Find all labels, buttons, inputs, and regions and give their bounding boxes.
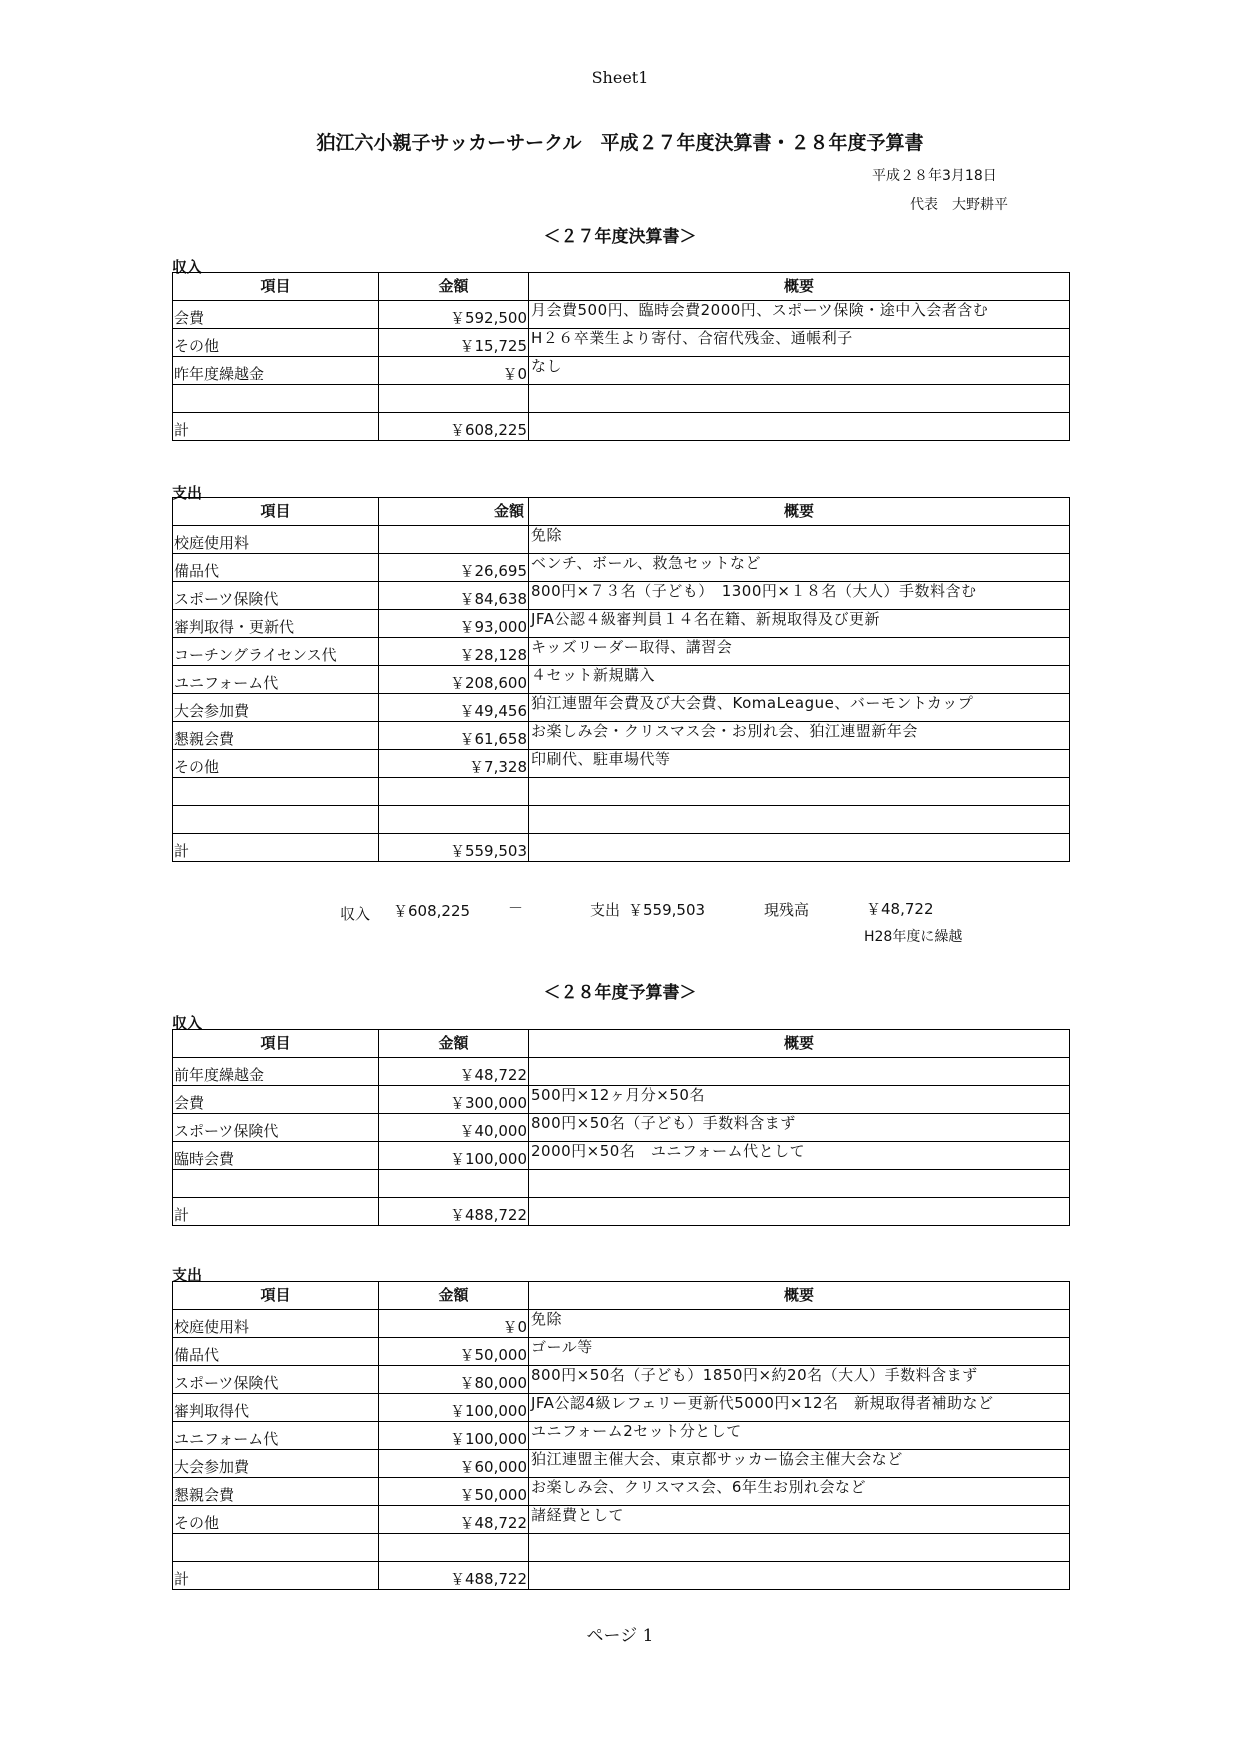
table-row bbox=[173, 1058, 1070, 1086]
cell-item: 懇親会費 bbox=[173, 1478, 379, 1506]
cell-item: 大会参加費 bbox=[173, 1450, 379, 1478]
cell-amount: ￥608,225 bbox=[379, 413, 529, 441]
cell-desc: ４セット新規購入 bbox=[529, 666, 1070, 694]
cell-amount: ￥488,722 bbox=[379, 1198, 529, 1226]
table-row bbox=[173, 357, 1070, 385]
table-row bbox=[173, 694, 1070, 722]
budget-expense-table bbox=[172, 1281, 1070, 1590]
table-header-row bbox=[173, 273, 1070, 301]
settlement-income-caption: 収入 bbox=[172, 258, 203, 276]
cell-item: 計 bbox=[173, 1562, 379, 1590]
cell-item: 校庭使用料 bbox=[173, 1310, 379, 1338]
cell-desc bbox=[529, 1534, 1070, 1562]
table-header-row bbox=[173, 498, 1070, 526]
cell-amount: ￥15,725 bbox=[379, 329, 529, 357]
cell-amount: ￥28,128 bbox=[379, 638, 529, 666]
cell-item: スポーツ保険代 bbox=[173, 1114, 379, 1142]
summary-expense-label: 支出 bbox=[590, 901, 621, 919]
cell-amount bbox=[379, 526, 529, 554]
cell-desc bbox=[529, 834, 1070, 862]
summary-balance-label: 現残高 bbox=[764, 901, 810, 919]
table-row bbox=[173, 1366, 1070, 1394]
cell-item: 備品代 bbox=[173, 1338, 379, 1366]
cell-amount: ￥93,000 bbox=[379, 610, 529, 638]
cell-item: 臨時会費 bbox=[173, 1142, 379, 1170]
cell-amount: ￥49,456 bbox=[379, 694, 529, 722]
cell-item: 会費 bbox=[173, 1086, 379, 1114]
table-row bbox=[173, 610, 1070, 638]
table-row bbox=[173, 1086, 1070, 1114]
cell-desc: 狛江連盟主催大会、東京都サッカー協会主催大会など bbox=[529, 1450, 1070, 1478]
budget-heading: ＜２８年度予算書＞ bbox=[543, 983, 697, 1003]
table-row bbox=[173, 1310, 1070, 1338]
column-header-amount: 金額 bbox=[379, 1030, 529, 1058]
table-row bbox=[173, 666, 1070, 694]
table-row bbox=[173, 1114, 1070, 1142]
cell-item: 校庭使用料 bbox=[173, 526, 379, 554]
table-row bbox=[173, 1338, 1070, 1366]
table-row bbox=[173, 1142, 1070, 1170]
column-header-desc: 概要 bbox=[529, 1282, 1070, 1310]
cell-item: 計 bbox=[173, 834, 379, 862]
cell-amount: ￥48,722 bbox=[379, 1506, 529, 1534]
cell-desc: ユニフォーム2セット分として bbox=[529, 1422, 1070, 1450]
summary-expense-value: ￥559,503 bbox=[628, 901, 706, 919]
cell-desc: 800円×７３名（子ども） 1300円×１８名（大人）手数料含む bbox=[529, 582, 1070, 610]
table-row bbox=[173, 1450, 1070, 1478]
cell-desc: 印刷代、駐車場代等 bbox=[529, 750, 1070, 778]
cell-amount bbox=[379, 1534, 529, 1562]
column-header-desc: 概要 bbox=[529, 498, 1070, 526]
cell-item bbox=[173, 385, 379, 413]
cell-desc bbox=[529, 413, 1070, 441]
cell-amount: ￥26,695 bbox=[379, 554, 529, 582]
cell-desc: ゴール等 bbox=[529, 1338, 1070, 1366]
cell-amount: ￥7,328 bbox=[379, 750, 529, 778]
cell-item: 懇親会費 bbox=[173, 722, 379, 750]
cell-item: 備品代 bbox=[173, 554, 379, 582]
cell-amount: ￥559,503 bbox=[379, 834, 529, 862]
cell-amount: ￥0 bbox=[379, 1310, 529, 1338]
cell-amount bbox=[379, 1170, 529, 1198]
cell-desc: キッズリーダー取得、講習会 bbox=[529, 638, 1070, 666]
cell-amount: ￥40,000 bbox=[379, 1114, 529, 1142]
table-row bbox=[173, 834, 1070, 862]
cell-desc: 2000円×50名 ユニフォーム代として bbox=[529, 1142, 1070, 1170]
cell-amount: ￥61,658 bbox=[379, 722, 529, 750]
page-footer: ページ 1 bbox=[586, 1626, 654, 1646]
cell-desc: 月会費500円、臨時会費2000円、スポーツ保険・途中入会者含む bbox=[529, 301, 1070, 329]
table-header-row bbox=[173, 1282, 1070, 1310]
cell-amount: ￥50,000 bbox=[379, 1338, 529, 1366]
budget-income-caption: 収入 bbox=[172, 1014, 203, 1032]
cell-amount: ￥0 bbox=[379, 357, 529, 385]
table-row bbox=[173, 638, 1070, 666]
cell-desc: お楽しみ会、クリスマス会、6年生お別れ会など bbox=[529, 1478, 1070, 1506]
cell-desc: H２６卒業生より寄付、合宿代残金、通帳利子 bbox=[529, 329, 1070, 357]
cell-desc bbox=[529, 1170, 1070, 1198]
settlement-expense-table bbox=[172, 497, 1070, 862]
cell-amount bbox=[379, 385, 529, 413]
cell-desc: お楽しみ会・クリスマス会・お別れ会、狛江連盟新年会 bbox=[529, 722, 1070, 750]
cell-amount: ￥60,000 bbox=[379, 1450, 529, 1478]
cell-item: 会費 bbox=[173, 301, 379, 329]
cell-amount: ￥488,722 bbox=[379, 1562, 529, 1590]
cell-desc: 800円×50名（子ども）手数料含まず bbox=[529, 1114, 1070, 1142]
column-header-desc: 概要 bbox=[529, 273, 1070, 301]
column-header-item: 項目 bbox=[173, 1030, 379, 1058]
summary-minus: － bbox=[508, 899, 524, 917]
cell-item: 昨年度繰越金 bbox=[173, 357, 379, 385]
cell-item: スポーツ保険代 bbox=[173, 1366, 379, 1394]
document-title: 狛江六小親子サッカーサークル 平成２７年度決算書・２８年度予算書 bbox=[316, 132, 924, 154]
table-row bbox=[173, 582, 1070, 610]
cell-item: 審判取得代 bbox=[173, 1394, 379, 1422]
cell-amount: ￥100,000 bbox=[379, 1142, 529, 1170]
table-row bbox=[173, 1534, 1070, 1562]
cell-item: 前年度繰越金 bbox=[173, 1058, 379, 1086]
cell-item: ユニフォーム代 bbox=[173, 666, 379, 694]
cell-amount: ￥300,000 bbox=[379, 1086, 529, 1114]
cell-item: スポーツ保険代 bbox=[173, 582, 379, 610]
cell-item: その他 bbox=[173, 329, 379, 357]
table-row bbox=[173, 329, 1070, 357]
budget-expense-caption: 支出 bbox=[172, 1266, 203, 1284]
cell-item: 計 bbox=[173, 413, 379, 441]
cell-item bbox=[173, 778, 379, 806]
cell-desc: 諸経費として bbox=[529, 1506, 1070, 1534]
summary-income-label: 収入 bbox=[340, 905, 371, 923]
table-row bbox=[173, 1506, 1070, 1534]
cell-desc bbox=[529, 778, 1070, 806]
column-header-item: 項目 bbox=[173, 273, 379, 301]
table-row bbox=[173, 1478, 1070, 1506]
cell-desc: 狛江連盟年会費及び大会費、KomaLeague、バーモントカップ bbox=[529, 694, 1070, 722]
cell-amount: ￥100,000 bbox=[379, 1422, 529, 1450]
cell-desc: 免除 bbox=[529, 1310, 1070, 1338]
cell-amount bbox=[379, 778, 529, 806]
column-header-amount: 金額 bbox=[379, 1282, 529, 1310]
settlement-heading: ＜２７年度決算書＞ bbox=[543, 227, 697, 247]
cell-desc bbox=[529, 385, 1070, 413]
table-row bbox=[173, 750, 1070, 778]
cell-amount: ￥48,722 bbox=[379, 1058, 529, 1086]
column-header-amount: 金額 bbox=[379, 498, 529, 526]
cell-item: ユニフォーム代 bbox=[173, 1422, 379, 1450]
cell-desc: 800円×50名（子ども）1850円×約20名（大人）手数料含まず bbox=[529, 1366, 1070, 1394]
cell-amount: ￥592,500 bbox=[379, 301, 529, 329]
table-row bbox=[173, 778, 1070, 806]
cell-amount: ￥100,000 bbox=[379, 1394, 529, 1422]
cell-desc: JFA公認４級審判員１４名在籍、新規取得及び更新 bbox=[529, 610, 1070, 638]
table-row bbox=[173, 385, 1070, 413]
cell-desc: なし bbox=[529, 357, 1070, 385]
cell-item bbox=[173, 1170, 379, 1198]
cell-item: コーチングライセンス代 bbox=[173, 638, 379, 666]
settlement-income-table bbox=[172, 272, 1070, 441]
cell-desc: ベンチ、ボール、救急セットなど bbox=[529, 554, 1070, 582]
table-row bbox=[173, 1198, 1070, 1226]
cell-amount bbox=[379, 806, 529, 834]
column-header-amount: 金額 bbox=[379, 273, 529, 301]
table-row bbox=[173, 806, 1070, 834]
budget-income-table bbox=[172, 1029, 1070, 1226]
cell-amount: ￥50,000 bbox=[379, 1478, 529, 1506]
representative: 代表 大野耕平 bbox=[910, 197, 1008, 213]
table-row bbox=[173, 554, 1070, 582]
cell-desc: 免除 bbox=[529, 526, 1070, 554]
cell-amount: ￥84,638 bbox=[379, 582, 529, 610]
cell-desc: 500円×12ヶ月分×50名 bbox=[529, 1086, 1070, 1114]
table-row bbox=[173, 413, 1070, 441]
cell-item: 計 bbox=[173, 1198, 379, 1226]
table-header-row bbox=[173, 1030, 1070, 1058]
cell-item: その他 bbox=[173, 1506, 379, 1534]
column-header-item: 項目 bbox=[173, 498, 379, 526]
cell-amount: ￥208,600 bbox=[379, 666, 529, 694]
column-header-desc: 概要 bbox=[529, 1030, 1070, 1058]
cell-desc bbox=[529, 1562, 1070, 1590]
carryover-note: H28年度に繰越 bbox=[864, 929, 963, 945]
table-row bbox=[173, 526, 1070, 554]
cell-desc bbox=[529, 806, 1070, 834]
cell-desc: JFA公認4級レフェリー更新代5000円×12名 新規取得者補助など bbox=[529, 1394, 1070, 1422]
cell-item: 大会参加費 bbox=[173, 694, 379, 722]
column-header-item: 項目 bbox=[173, 1282, 379, 1310]
table-row bbox=[173, 301, 1070, 329]
sheet-name: Sheet1 bbox=[591, 68, 649, 87]
document-date: 平成２８年3月18日 bbox=[872, 168, 997, 184]
summary-income-value: ￥608,225 bbox=[393, 902, 471, 920]
table-row bbox=[173, 1422, 1070, 1450]
table-row bbox=[173, 1170, 1070, 1198]
cell-desc bbox=[529, 1058, 1070, 1086]
table-row bbox=[173, 1562, 1070, 1590]
summary-balance-value: ￥48,722 bbox=[866, 900, 934, 918]
cell-item: その他 bbox=[173, 750, 379, 778]
cell-desc bbox=[529, 1198, 1070, 1226]
cell-item bbox=[173, 1534, 379, 1562]
table-row bbox=[173, 1394, 1070, 1422]
cell-amount: ￥80,000 bbox=[379, 1366, 529, 1394]
table-row bbox=[173, 722, 1070, 750]
cell-item: 審判取得・更新代 bbox=[173, 610, 379, 638]
settlement-expense-caption: 支出 bbox=[172, 484, 203, 502]
cell-item bbox=[173, 806, 379, 834]
